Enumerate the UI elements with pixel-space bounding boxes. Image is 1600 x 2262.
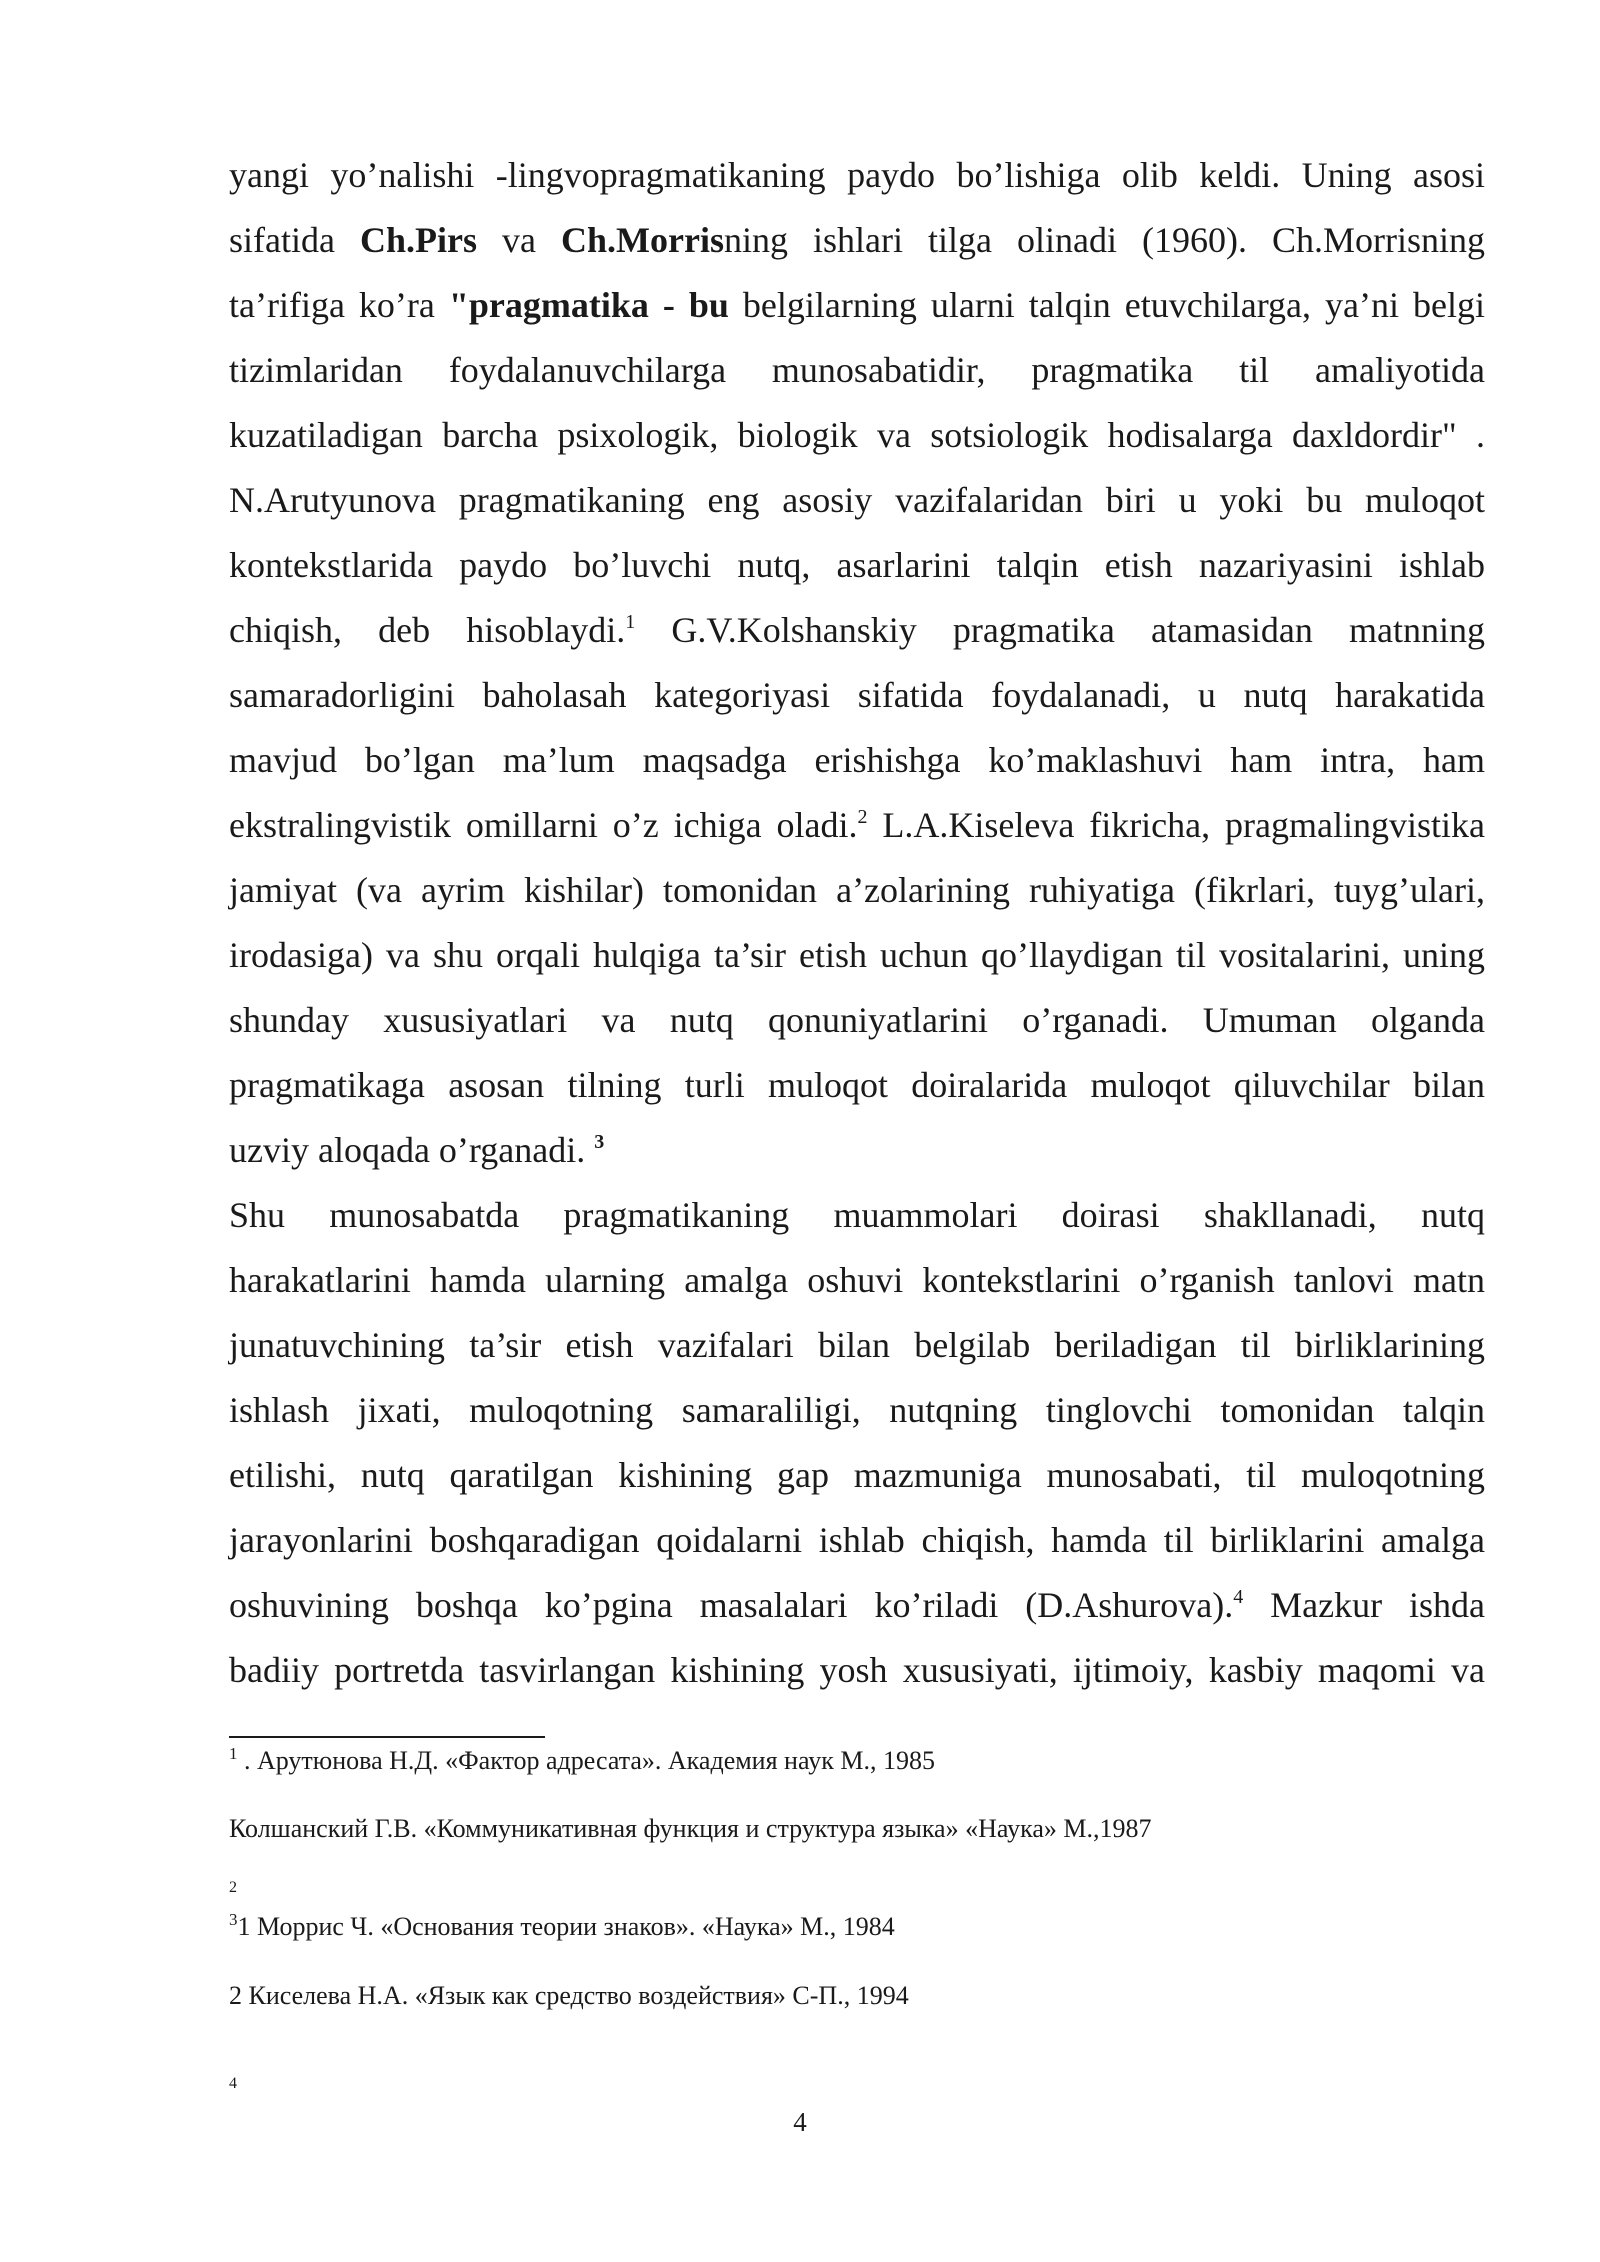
text-line [229,1508,1485,1573]
text-run: sifatida [229,220,360,260]
text-line [229,858,1485,923]
footnote-separator [229,1736,545,1738]
text-line [229,143,1485,208]
text-run: ta’rifiga ko’ra [229,285,449,325]
text-run: Shu munosabatda pragmatikaning muammolari doirasi shakllanadi, nutq [229,1195,1485,1235]
text-line [229,663,1485,728]
footnote-ref: 2 [857,806,868,828]
text-run: ning ishlari tilga olinadi (1960). Ch.Morrisning [723,220,1485,260]
text-run: chiqish, deb hisoblaydi. [229,610,626,650]
bold-term: Ch.Morris [561,220,724,260]
text-run: kuzatiladigan barcha psixologik, biologik va sotsiologik hodisalarga daxldordir" . [229,415,1485,455]
text-line [229,1053,1485,1118]
text-line [229,208,1485,273]
bold-term: "pragmatika - bu [448,285,729,325]
text-run: pragmatikaga asosan tilning turli muloqot doiralarida muloqot qiluvchilar bilan [229,1065,1485,1105]
text-line [229,793,1485,858]
text-line [229,1573,1485,1638]
text-run: N.Arutyunova pragmatikaning eng asosiy vazifalaridan biri u yoki bu muloqot [229,480,1485,520]
footnote-ref: 4 [1233,1586,1244,1608]
text-run: badiiy portretda tasvirlangan kishining yosh xususiyati, ijtimoiy, kasbiy maqomi va [229,1650,1485,1690]
text-line [229,533,1485,598]
body-text [229,143,1485,1703]
footnote-1-text: . Арутюнова Н.Д. «Фактор адресата». Академия наук М., 1985 [237,1746,935,1775]
text-run: oshuvining boshqa ko’pgina masalalari ko’riladi (D.Ashurova). [229,1585,1234,1625]
text-line [229,1313,1485,1378]
text-line [229,923,1485,988]
footnote-3-mark: 3 [229,1910,238,1929]
footnote-3 [229,1910,895,1944]
footnote-1-mark: 1 [229,1744,238,1763]
text-run: ishlash jixati, muloqotning samaraliligi, nutqning tinglovchi tomonidan talqin [229,1390,1485,1430]
page-number: 4 [793,2107,807,2137]
text-run: belgilarning ularni talqin etuvchilarga, ya’ni belgi [728,285,1485,325]
text-run: jarayonlarini boshqaradigan qoidalarni ishlab chiqish, hamda til birliklarini amalga [229,1520,1485,1560]
text-line [229,403,1485,468]
text-run: va [476,220,561,260]
text-run: harakatlarini hamda ularning amalga oshuvi kontekstlarini o’rganish tanlovi matn [229,1260,1485,1300]
text-run: junatuvchining ta’sir etish vazifalari bilan belgilab beriladigan til birliklarining [229,1325,1485,1365]
footnote-ref: 3 [594,1131,605,1153]
text-run: Mazkur ishda [1243,1585,1485,1625]
text-line [229,1378,1485,1443]
footnote-4-mark: 4 [229,2075,237,2092]
text-line [229,1183,1485,1248]
text-run: ekstralingvistik omillarni o’z ichiga oladi. [229,805,858,845]
text-run: samaradorligini baholasah kategoriyasi sifatida foydalanadi, u nutq harakatida [229,675,1485,715]
text-line [229,1248,1485,1313]
text-run: uzviy aloqada o’rganadi. [229,1130,595,1170]
text-run: L.A.Kiseleva fikricha, pragmalingvistika [867,805,1485,845]
text-line [229,1443,1485,1508]
text-line [229,468,1485,533]
text-run: etilishi, nutq qaratilgan kishining gap mazmuniga munosabati, til muloqotning [229,1455,1485,1495]
text-line [229,338,1485,403]
text-line [229,598,1485,663]
footnote-ref: 1 [625,611,636,633]
text-line [229,273,1485,338]
footnote-1 [229,1744,935,1778]
text-line [229,728,1485,793]
text-run: jamiyat (va ayrim kishilar) tomonidan a’zolarining ruhiyatiga (fikrlari, tuyg’ulari, [229,870,1485,910]
text-run: shunday xususiyatlari va nutq qonuniyatlarini o’rganadi. Umuman olganda [229,1000,1485,1040]
text-line [229,1118,1485,1183]
bold-term: Ch.Pirs [359,220,477,260]
text-run: G.V.Kolshanskiy pragmatika atamasidan matnning [635,610,1486,650]
text-line [229,1638,1485,1703]
footnote-3-text: 1 Моррис Ч. «Основания теории знаков». «Наука» М., 1984 [237,1912,895,1941]
text-run: tizimlaridan foydalanuvchilarga munosabatidir, pragmatika til amaliyotida [229,350,1485,390]
footnote-1-continued: Колшанский Г.В. «Коммуникативная функция и структура языка» «Наука» М.,1987 [229,1814,1152,1843]
text-run: irodasiga) va shu orqali hulqiga ta’sir etish uchun qo’llaydigan til vositalarini, uning [229,935,1485,975]
text-run: kontekstlarida paydo bo’luvchi nutq, asarlarini talqin etish nazariyasini ishlab [229,545,1485,585]
text-line [229,988,1485,1053]
text-run: yangi yo’nalishi -lingvopragmatikaning paydo bo’lishiga olib keldi. Uning asosi [229,155,1485,195]
text-run: mavjud bo’lgan ma’lum maqsadga erishishga ko’maklashuvi ham intra, ham [229,740,1485,780]
footnote-3-continued: 2 Киселева Н.А. «Язык как средство воздействия» С-П., 1994 [229,1981,909,2010]
footnote-2-mark: 2 [229,1879,237,1896]
